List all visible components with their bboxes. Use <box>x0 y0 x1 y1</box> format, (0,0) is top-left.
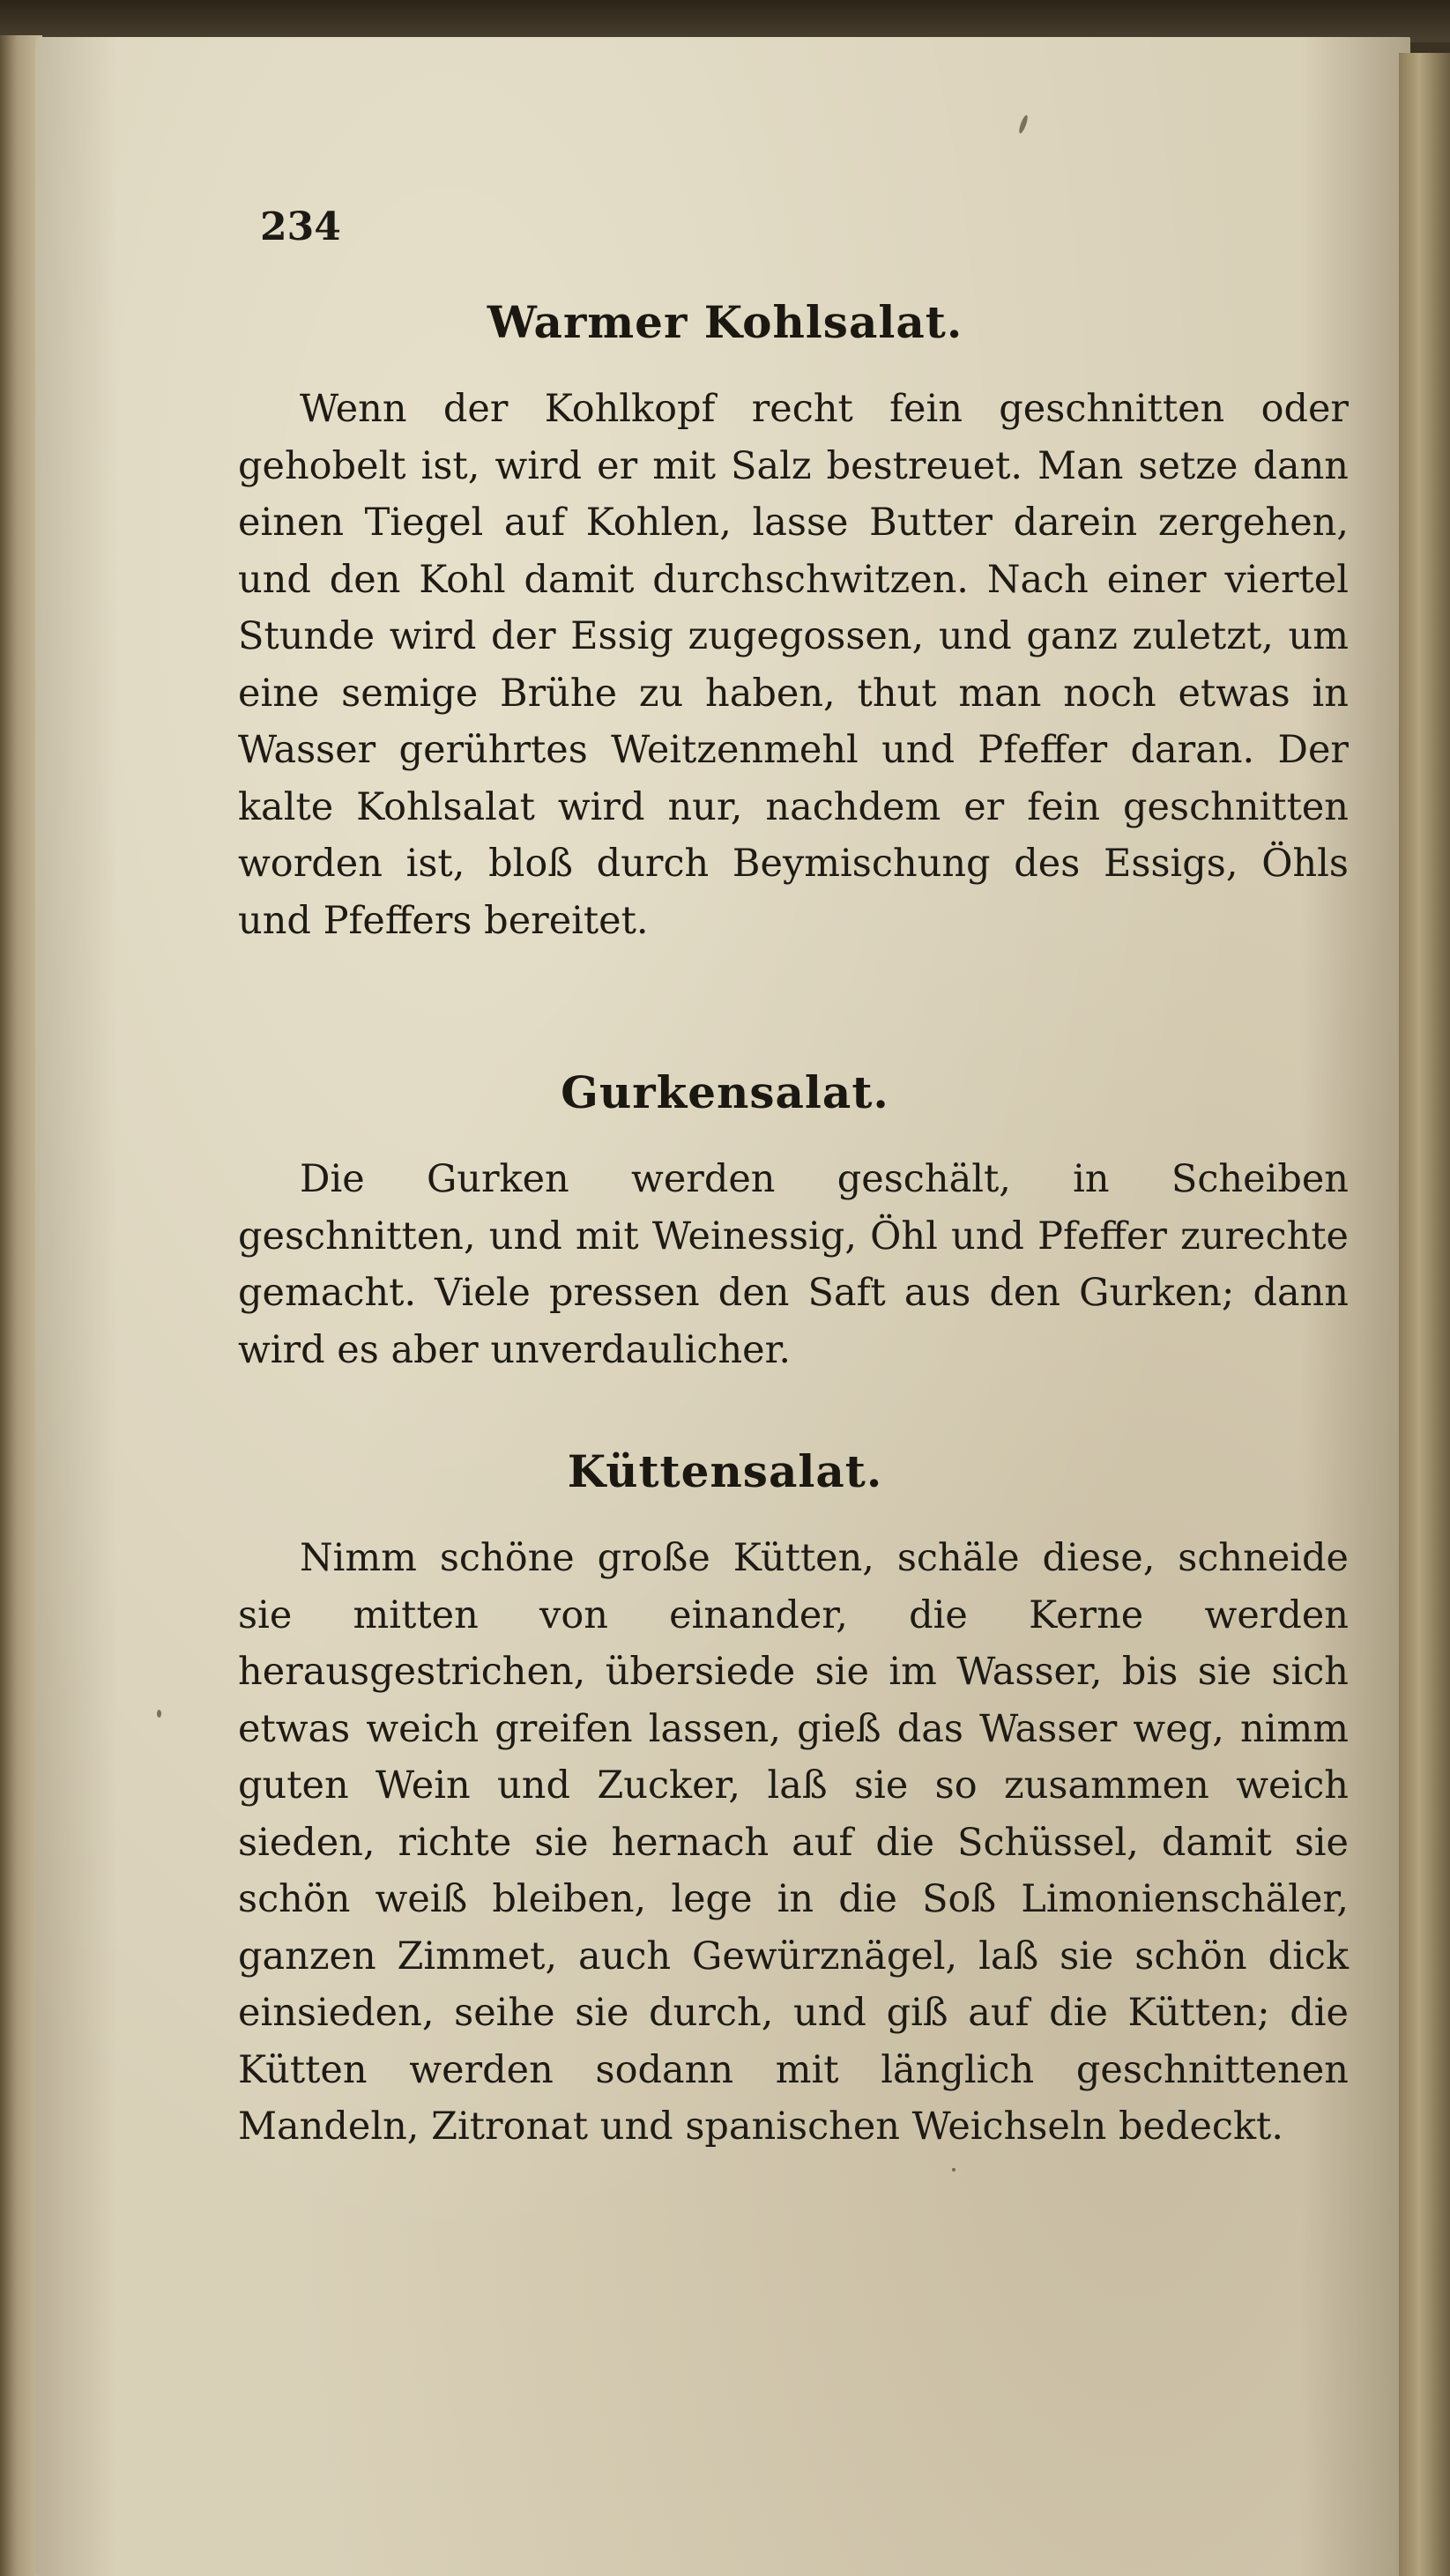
paper-speck <box>952 2168 956 2171</box>
section-body: Nimm schöne große Kütten, schäle diese, schneide sie mitten von einander, die Kerne werden herausgestrichen, übersiede sie im Wasser, bis sie sich etwas weich greifen lassen, gieß das Wasser weg, nimm guten Wein und Zucker, laß sie so zusammen weich sieden, richte sie hernach auf die Schüssel, damit sie schön weiß bleiben, lege in die Soß Limonienschäler, ganzen Zimmet, auch Gewürznägel, laß sie schön dick einsieden, seihe sie durch, und giß auf die Kütten; die Kütten werden sodann mit länglich geschnittenen Mandeln, Zitronat und spanischen Weichseln bedeckt. <box>238 1536 1349 2149</box>
paper-speck <box>157 1710 161 1718</box>
section-body: Die Gurken werden geschält, in Scheiben geschnitten, und mit Weinessig, Öhl und Pfeffer zurechte gemacht. Viele pressen den Saft aus den Gurken; dann wird es aber unverdaulicher. <box>238 1157 1349 1372</box>
section-heading: Warmer Kohlsalat. <box>487 296 963 348</box>
scan-background-top <box>0 0 1450 42</box>
section-heading: Küttensalat. <box>567 1445 883 1497</box>
section-heading: Gurkensalat. <box>561 1066 889 1118</box>
section-body: Wenn der Kohlkopf recht fein geschnitten oder gehobelt ist, wird er mit Salz bestreuet. Man setze dann einen Tiegel auf Kohlen, lasse Butter darein zergehen, und den Kohl damit durchschwitzen. Nach einer viertel Stunde wird der Essig zugegossen, und ganz zuletzt, um eine semige Brühe zu haben, thut man noch etwas in Wasser gerührtes Weitzenmehl und Pfeffer daran. Der kalte Kohlsalat wird nur, nachdem er fein geschnitten worden ist, bloß durch Beymischung des Essigs, Öhls und Pfeffers bereitet. <box>238 387 1349 943</box>
page-number: 234 <box>260 204 341 249</box>
page-edge-right <box>1399 53 1450 2576</box>
